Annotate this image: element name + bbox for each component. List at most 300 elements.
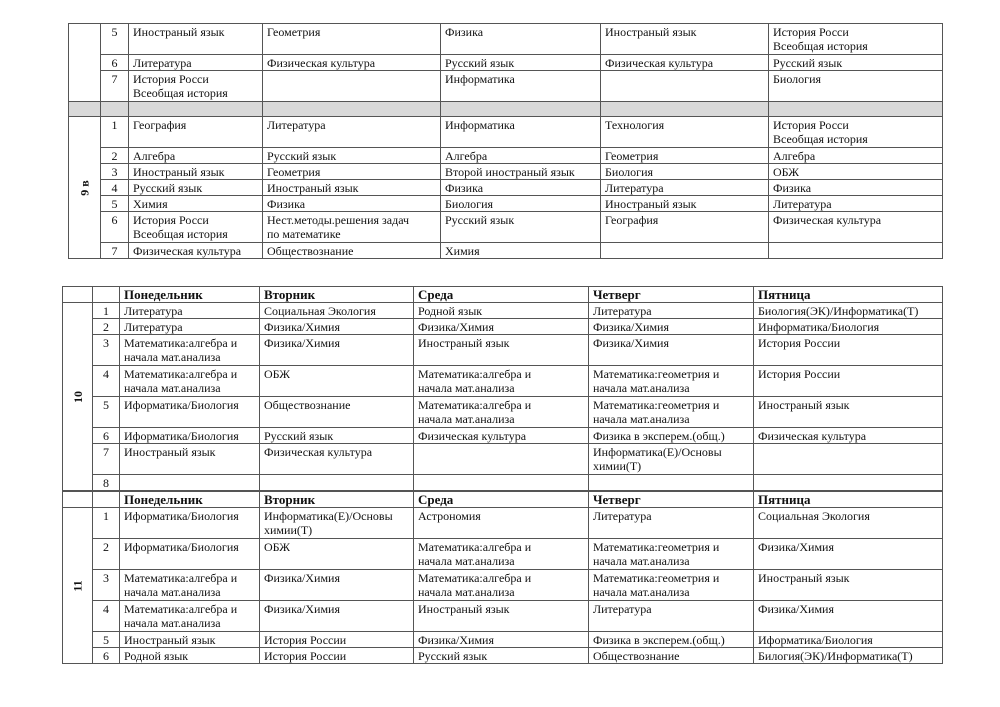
cell-text-line: Нест.методы.решения задач (267, 213, 410, 227)
lesson-row (63, 475, 943, 491)
separator-cell (263, 102, 441, 117)
subject-cell (441, 148, 601, 164)
cell-text-line: Математика:алгебра и (124, 602, 238, 616)
cell-text-line: Информатика (445, 72, 515, 86)
lesson-number: 2 (101, 148, 129, 164)
subject-cell (129, 196, 263, 212)
cell-text-line: Обществознание (593, 649, 680, 663)
cell-text-line: История Росси (773, 118, 849, 132)
subject-cell (414, 444, 589, 475)
cell-text-line: Математика:алгебра и (418, 540, 532, 554)
lesson-row (63, 570, 943, 601)
cell-text-line: Математика:алгебра и (124, 367, 238, 381)
lesson-row (69, 24, 943, 55)
cell-text-line: Химия (445, 244, 480, 258)
subject-cell (754, 508, 943, 539)
subject-cell (589, 366, 754, 397)
subject-cell (263, 24, 441, 55)
subject-cell (120, 539, 260, 570)
subject-cell (263, 148, 441, 164)
cell-text-line: Билогия(ЭК)/Информатика(Т) (758, 649, 913, 663)
subject-cell (129, 148, 263, 164)
subject-cell (754, 444, 943, 475)
cell-text-line: Биология (445, 197, 494, 211)
subject-cell (414, 475, 589, 491)
cell-text-line: Информатика/Биология (758, 320, 880, 334)
lesson-row (63, 335, 943, 366)
cell-text-line: Социальная Экология (264, 304, 376, 318)
subject-cell (120, 366, 260, 397)
subject-cell (754, 303, 943, 319)
lesson-row (69, 243, 943, 259)
subject-cell (414, 319, 589, 335)
subject-cell (754, 397, 943, 428)
cell-text-line: Обществознание (264, 398, 351, 412)
subject-cell (754, 632, 943, 648)
lesson-number: 5 (101, 24, 129, 55)
subject-cell (754, 648, 943, 664)
subject-cell (601, 243, 769, 259)
cell-text-line: История России (758, 336, 841, 350)
cell-text-line: Иформатика/Биология (124, 398, 239, 412)
lesson-row (63, 319, 943, 335)
schedule-table-11 (62, 491, 943, 664)
cell-text-line: Иностраный язык (133, 25, 225, 39)
cell-text-line: Иностраный язык (758, 398, 850, 412)
cell-text-line: История Росси (133, 72, 209, 86)
subject-cell (260, 648, 414, 664)
subject-cell (414, 397, 589, 428)
cell-text-line: Литература (605, 181, 664, 195)
subject-cell (589, 428, 754, 444)
subject-cell (120, 632, 260, 648)
class-label (63, 508, 93, 664)
cell-text-line: История Росси (773, 25, 849, 39)
subject-cell (754, 475, 943, 491)
subject-cell (601, 164, 769, 180)
separator-row (69, 102, 943, 117)
lesson-number: 4 (93, 601, 120, 632)
cell-text-line: Алгебра (133, 149, 176, 163)
subject-cell (120, 335, 260, 366)
cell-text-line: Родной язык (124, 649, 189, 663)
subject-cell (414, 648, 589, 664)
subject-cell (260, 601, 414, 632)
separator-cell (101, 102, 129, 117)
subject-cell (260, 444, 414, 475)
lesson-number: 3 (101, 164, 129, 180)
subject-cell (120, 601, 260, 632)
subject-cell (414, 335, 589, 366)
cell-text-line: Алгебра (445, 149, 488, 163)
separator-cell (441, 102, 601, 117)
subject-cell (120, 303, 260, 319)
subject-cell (769, 196, 943, 212)
cell-text-line: Иностраный язык (267, 181, 359, 195)
cell-text-line: Всеобщая история (133, 227, 228, 241)
cell-text-line: Физическая культура (758, 429, 867, 443)
subject-cell (441, 180, 601, 196)
cell-text-line: История России (758, 367, 841, 381)
subject-cell (263, 212, 441, 243)
cell-text-line: по математике (267, 227, 341, 241)
cell-text-line: Иформатика/Биология (124, 429, 239, 443)
cell-text-line: Физическая культура (418, 429, 527, 443)
subject-cell (754, 570, 943, 601)
cell-text-line: Математика:геометрия и (593, 367, 720, 381)
lesson-row (63, 397, 943, 428)
subject-cell (129, 55, 263, 71)
cell-text-line: Литература (133, 56, 192, 70)
subject-cell (414, 303, 589, 319)
cell-text-line: Русский язык (267, 149, 337, 163)
subject-cell (260, 570, 414, 601)
subject-cell (754, 319, 943, 335)
cell-text-line: Математика:геометрия и (593, 571, 720, 585)
cell-text-line: Физика/Химия (593, 336, 669, 350)
cell-text-line: начала мат.анализа (124, 585, 221, 599)
cell-text-line: Физика (773, 181, 812, 195)
cell-text-line: Физическая культура (773, 213, 882, 227)
cell-text-line: начала мат.анализа (418, 412, 515, 426)
subject-cell (589, 319, 754, 335)
lesson-row (69, 55, 943, 71)
cell-text-line: химии(Т) (593, 459, 642, 473)
lesson-row (69, 196, 943, 212)
weekday-header: Вторник (260, 492, 414, 508)
subject-cell (589, 335, 754, 366)
subject-cell (601, 212, 769, 243)
cell-text-line: Литература (124, 304, 183, 318)
lesson-row (69, 212, 943, 243)
cell-text-line: Физика в эксперем.(общ.) (593, 429, 725, 443)
subject-cell (601, 117, 769, 148)
subject-cell (589, 475, 754, 491)
cell-text-line: Биология (605, 165, 654, 179)
cell-text-line: ОБЖ (264, 367, 291, 381)
cell-text-line: Информатика(Е)/Основы (264, 509, 393, 523)
lesson-row (69, 117, 943, 148)
lesson-number: 8 (93, 475, 120, 491)
cell-text-line: История России (264, 633, 347, 647)
schedule-table-9v (68, 23, 943, 259)
cell-text-line: Геометрия (605, 149, 659, 163)
cell-text-line: История России (264, 649, 347, 663)
subject-cell (129, 212, 263, 243)
subject-cell (589, 539, 754, 570)
subject-cell (589, 570, 754, 601)
subject-cell (589, 632, 754, 648)
lesson-row (63, 632, 943, 648)
class-label (69, 117, 101, 259)
subject-cell (260, 303, 414, 319)
cell-text-line: Физика/Химия (758, 602, 834, 616)
lesson-row (63, 366, 943, 397)
lesson-row (69, 164, 943, 180)
cell-text-line: начала мат.анализа (124, 381, 221, 395)
subject-cell (589, 601, 754, 632)
subject-cell (120, 428, 260, 444)
cell-text-line: Социальная Экология (758, 509, 870, 523)
lesson-number: 7 (93, 444, 120, 475)
subject-cell (441, 196, 601, 212)
subject-cell (129, 164, 263, 180)
cell-text-line: Физика/Химия (418, 320, 494, 334)
subject-cell (769, 243, 943, 259)
subject-cell (601, 24, 769, 55)
subject-cell (263, 71, 441, 102)
subject-cell (589, 508, 754, 539)
subject-cell (414, 366, 589, 397)
cell-text-line: Второй иностраный язык (445, 165, 575, 179)
cell-text-line: Математика:алгебра и (418, 571, 532, 585)
schedule-table-10 (62, 286, 943, 491)
subject-cell (120, 648, 260, 664)
cell-text-line: Геометрия (267, 165, 321, 179)
subject-cell (129, 117, 263, 148)
subject-cell (441, 243, 601, 259)
cell-text-line: Русский язык (264, 429, 334, 443)
cell-text-line: Иформатика/Биология (124, 509, 239, 523)
subject-cell (769, 212, 943, 243)
subject-cell (120, 570, 260, 601)
cell-text-line: Физика/Химия (593, 320, 669, 334)
subject-cell (754, 366, 943, 397)
lesson-number: 7 (101, 71, 129, 102)
cell-text-line: Родной язык (418, 304, 483, 318)
subject-cell (129, 24, 263, 55)
cell-text-line: начала мат.анализа (593, 585, 690, 599)
subject-cell (601, 180, 769, 196)
cell-text-line: Иностраный язык (758, 571, 850, 585)
cell-text-line: Литература (773, 197, 832, 211)
subject-cell (441, 164, 601, 180)
lesson-number: 4 (93, 366, 120, 397)
cell-text-line: Иностраный язык (133, 165, 225, 179)
cell-text-line: История Росси (133, 213, 209, 227)
cell-text-line: Физика в эксперем.(общ.) (593, 633, 725, 647)
subject-cell (260, 366, 414, 397)
lesson-row (69, 71, 943, 102)
subject-cell (769, 117, 943, 148)
lesson-row (63, 508, 943, 539)
cell-text-line: Всеобщая история (133, 86, 228, 100)
cell-text-line: Литература (124, 320, 183, 334)
cell-text-line: Физическая культура (133, 244, 242, 258)
subject-cell (769, 164, 943, 180)
lesson-number: 6 (101, 55, 129, 71)
subject-cell (263, 55, 441, 71)
subject-cell (769, 71, 943, 102)
cell-text-line: Всеобщая история (773, 39, 868, 53)
lesson-row (63, 428, 943, 444)
subject-cell (754, 335, 943, 366)
subject-cell (441, 117, 601, 148)
weekday-header: Понедельник (120, 287, 260, 303)
cell-text-line: Алгебра (773, 149, 816, 163)
header-empty-cell (63, 287, 93, 303)
subject-cell (260, 428, 414, 444)
cell-text-line: Русский язык (418, 649, 488, 663)
header-empty-cell (93, 492, 120, 508)
cell-text-line: Иностраный язык (418, 602, 510, 616)
subject-cell (754, 539, 943, 570)
separator-cell (69, 102, 101, 117)
subject-cell (120, 444, 260, 475)
cell-text-line: Физика/Химия (758, 540, 834, 554)
cell-text-line: Химия (133, 197, 168, 211)
subject-cell (441, 71, 601, 102)
weekday-header: Четверг (589, 492, 754, 508)
weekday-header: Пятница (754, 287, 943, 303)
header-empty-cell (93, 287, 120, 303)
cell-text-line: начала мат.анализа (124, 616, 221, 630)
cell-text-line: География (605, 213, 659, 227)
weekday-header: Понедельник (120, 492, 260, 508)
subject-cell (769, 24, 943, 55)
subject-cell (589, 648, 754, 664)
subject-cell (769, 148, 943, 164)
lesson-number: 4 (101, 180, 129, 196)
separator-cell (129, 102, 263, 117)
lesson-row (63, 444, 943, 475)
lesson-number: 3 (93, 335, 120, 366)
lesson-number: 5 (93, 397, 120, 428)
subject-cell (263, 196, 441, 212)
lesson-number: 6 (101, 212, 129, 243)
lesson-number: 2 (93, 539, 120, 570)
subject-cell (120, 508, 260, 539)
separator-cell (601, 102, 769, 117)
subject-cell (129, 71, 263, 102)
cell-text-line: Литература (593, 509, 652, 523)
subject-cell (414, 601, 589, 632)
subject-cell (414, 428, 589, 444)
subject-cell (129, 243, 263, 259)
cell-text-line: начала мат.анализа (593, 412, 690, 426)
cell-text-line: Геометрия (267, 25, 321, 39)
cell-text-line: Литература (593, 602, 652, 616)
cell-text-line: Физика/Химия (418, 633, 494, 647)
lesson-row (63, 601, 943, 632)
cell-text-line: Иностраный язык (605, 197, 697, 211)
weekday-header: Среда (414, 492, 589, 508)
cell-text-line: Иформатика/Биология (124, 540, 239, 554)
cell-text-line: начала мат.анализа (593, 381, 690, 395)
lesson-number: 6 (93, 428, 120, 444)
lesson-row (63, 648, 943, 664)
subject-cell (260, 397, 414, 428)
cell-text-line: Литература (267, 118, 326, 132)
subject-cell (589, 303, 754, 319)
subject-cell (414, 508, 589, 539)
subject-cell (263, 243, 441, 259)
weekday-header: Среда (414, 287, 589, 303)
class-label-text: 9 в (77, 179, 92, 196)
cell-text-line: начала мат.анализа (418, 585, 515, 599)
cell-text-line: Астрономия (418, 509, 481, 523)
cell-text-line: начала мат.анализа (418, 381, 515, 395)
lesson-number: 6 (93, 648, 120, 664)
subject-cell (601, 148, 769, 164)
cell-text-line: Иностраный язык (605, 25, 697, 39)
cell-text-line: начала мат.анализа (418, 554, 515, 568)
lesson-number: 5 (93, 632, 120, 648)
subject-cell (414, 632, 589, 648)
class-label (63, 303, 93, 491)
cell-text-line: Математика:алгебра и (418, 398, 532, 412)
subject-cell (263, 117, 441, 148)
class-label-text: 10 (70, 390, 85, 403)
subject-cell (754, 428, 943, 444)
cell-text-line: Физика/Химия (264, 336, 340, 350)
lesson-row (63, 303, 943, 319)
lesson-number: 1 (93, 303, 120, 319)
cell-text-line: Русский язык (445, 213, 515, 227)
cell-text-line: Русский язык (445, 56, 515, 70)
cell-text-line: Биология (773, 72, 822, 86)
subject-cell (441, 55, 601, 71)
cell-text-line: Иностраный язык (418, 336, 510, 350)
cell-text-line: Всеобщая история (773, 132, 868, 146)
subject-cell (120, 397, 260, 428)
lesson-row (69, 148, 943, 164)
cell-text-line: Биология(ЭК)/Информатика(Т) (758, 304, 919, 318)
subject-cell (120, 475, 260, 491)
class-label-text: 11 (70, 579, 85, 592)
cell-text-line: начала мат.анализа (124, 350, 221, 364)
subject-cell (589, 444, 754, 475)
subject-cell (414, 539, 589, 570)
cell-text-line: Физика/Химия (264, 571, 340, 585)
separator-cell (769, 102, 943, 117)
subject-cell (260, 508, 414, 539)
cell-text-line: Физика (445, 181, 484, 195)
cell-text-line: начала мат.анализа (593, 554, 690, 568)
cell-text-line: Русский язык (133, 181, 203, 195)
subject-cell (260, 539, 414, 570)
header-empty-cell (63, 492, 93, 508)
lesson-number: 1 (93, 508, 120, 539)
cell-text-line: химии(Т) (264, 523, 313, 537)
cell-text-line: Технология (605, 118, 665, 132)
weekday-header: Четверг (589, 287, 754, 303)
lesson-number: 2 (93, 319, 120, 335)
cell-text-line: Информатика (445, 118, 515, 132)
cell-text-line: Физика/Химия (264, 320, 340, 334)
subject-cell (260, 475, 414, 491)
subject-cell (263, 180, 441, 196)
cell-text-line: Математика:алгебра и (418, 367, 532, 381)
cell-text-line: Математика:алгебра и (124, 336, 238, 350)
cell-text-line: Иностраный язык (124, 633, 216, 647)
subject-cell (589, 397, 754, 428)
cell-text-line: Физическая культура (267, 56, 376, 70)
lesson-number: 1 (101, 117, 129, 148)
lesson-number: 3 (93, 570, 120, 601)
subject-cell (260, 632, 414, 648)
cell-text-line: Информатика(Е)/Основы (593, 445, 722, 459)
class-label-empty (69, 24, 101, 102)
cell-text-line: Русский язык (773, 56, 843, 70)
lesson-row (69, 180, 943, 196)
cell-text-line: Физика (267, 197, 306, 211)
subject-cell (260, 319, 414, 335)
lesson-number: 5 (101, 196, 129, 212)
subject-cell (414, 570, 589, 601)
lesson-row (63, 539, 943, 570)
cell-text-line: Физика/Химия (264, 602, 340, 616)
